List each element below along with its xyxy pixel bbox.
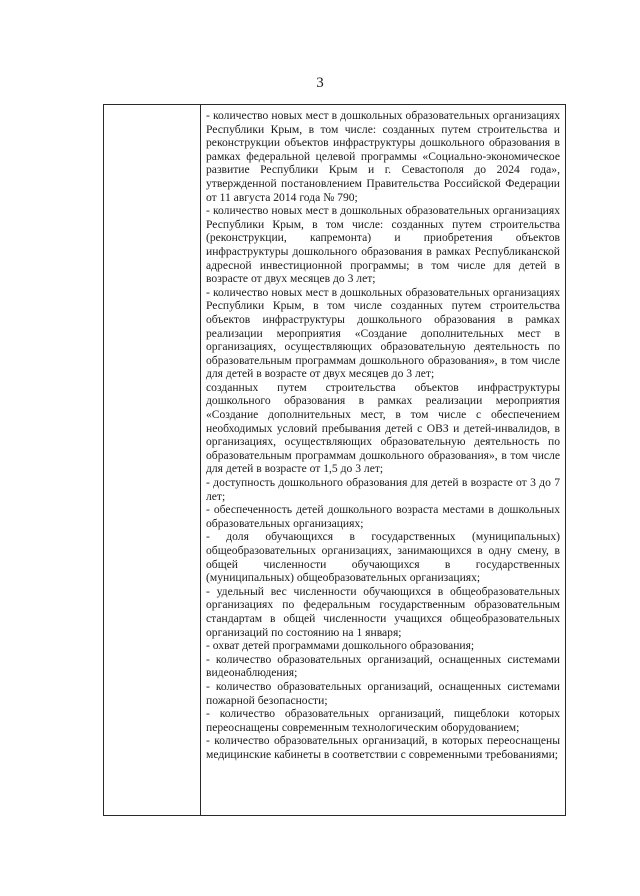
indicator-item: - количество новых мест в дошкольных образовательных организациях Республики Крым, в том числе: созданных путем строительства и реконструкции объектов инфраструктуры дошкольного образования в рамках федеральной целевой программы «Социально-экономическое развитие Республики Крым и г. Севастополя до 2024 года», утвержденной постановлением Правительства Российской Федерации от 11 августа 2014 года № 790;: [206, 109, 560, 204]
indicator-item: - доля обучающихся в государственных (муниципальных) общеобразовательных организациях, занимающихся в одну смену, в общей численности обучающихся в государственных (муниципальных) общеобразовательных организациях;: [206, 530, 560, 585]
indicator-item: - количество образовательных организаций, пищеблоки которых переоснащены современным технологическим оборудованием;: [206, 707, 560, 734]
indicator-item: - количество новых мест в дошкольных образовательных организациях Республики Крым, в том числе: созданных путем строительства (реконструкции, капремонта) и приобретения объектов инфраструктуры дошкольного образования в рамках Республиканской адресной инвестиционной программы; в том числе для детей в возрасте от двух месяцев до 3 лет;: [206, 204, 560, 286]
indicator-item: - количество образовательных организаций, в которых переоснащены медицинские кабинеты в соответствии с современными требованиями;: [206, 734, 560, 761]
page-number: 3: [316, 75, 324, 91]
indicator-item: - охват детей программами дошкольного образования;: [206, 639, 475, 653]
indicator-item: - количество образовательных организаций, оснащенных системами пожарной безопасности;: [206, 679, 560, 707]
indicator-item: - количество образовательных организаций, оснащенных системами видеонаблюдения;: [206, 652, 560, 680]
indicator-item: - количество новых мест в дошкольных образовательных организациях Республики Крым, в том числе созданных путем строительства объектов инфраструктуры дошкольного образования в рамках реализации мероприятия «Создание дополнительных мест в организациях, осуществляющих образовательную деятельность по образовательным программам дошкольного образования», в том числе для детей в возрасте от двух месяцев до 3 лет;: [206, 285, 560, 381]
indicator-item: - обеспеченность детей дошкольного возраста местами в дошкольных образовательных организациях;: [206, 503, 560, 530]
table-cell-indicators: [206, 109, 560, 762]
indicator-item: - доступность дошкольного образования для детей в возрасте от 3 до 7 лет;: [206, 476, 560, 503]
indicator-item: созданных путем строительства объектов инфраструктуры дошкольного образования в рамках реализации мероприятия «Создание дополнительных мест, в том числе с обеспечением необходимых условий пребывания детей с ОВЗ и детей-инвалидов, в организациях, осуществляющих образовательную деятельность по образовательным программам дошкольного образования», в том числе для детей в возрасте от 1,5 до 3 лет;: [206, 380, 560, 476]
indicator-item: - удельный вес численности обучающихся в общеобразовательных организациях по федеральным государственным образовательным стандартам в общей численности учащихся общеобразовательных организаций по состоянию на 1 января;: [206, 584, 560, 639]
table-column-divider: [200, 104, 201, 816]
